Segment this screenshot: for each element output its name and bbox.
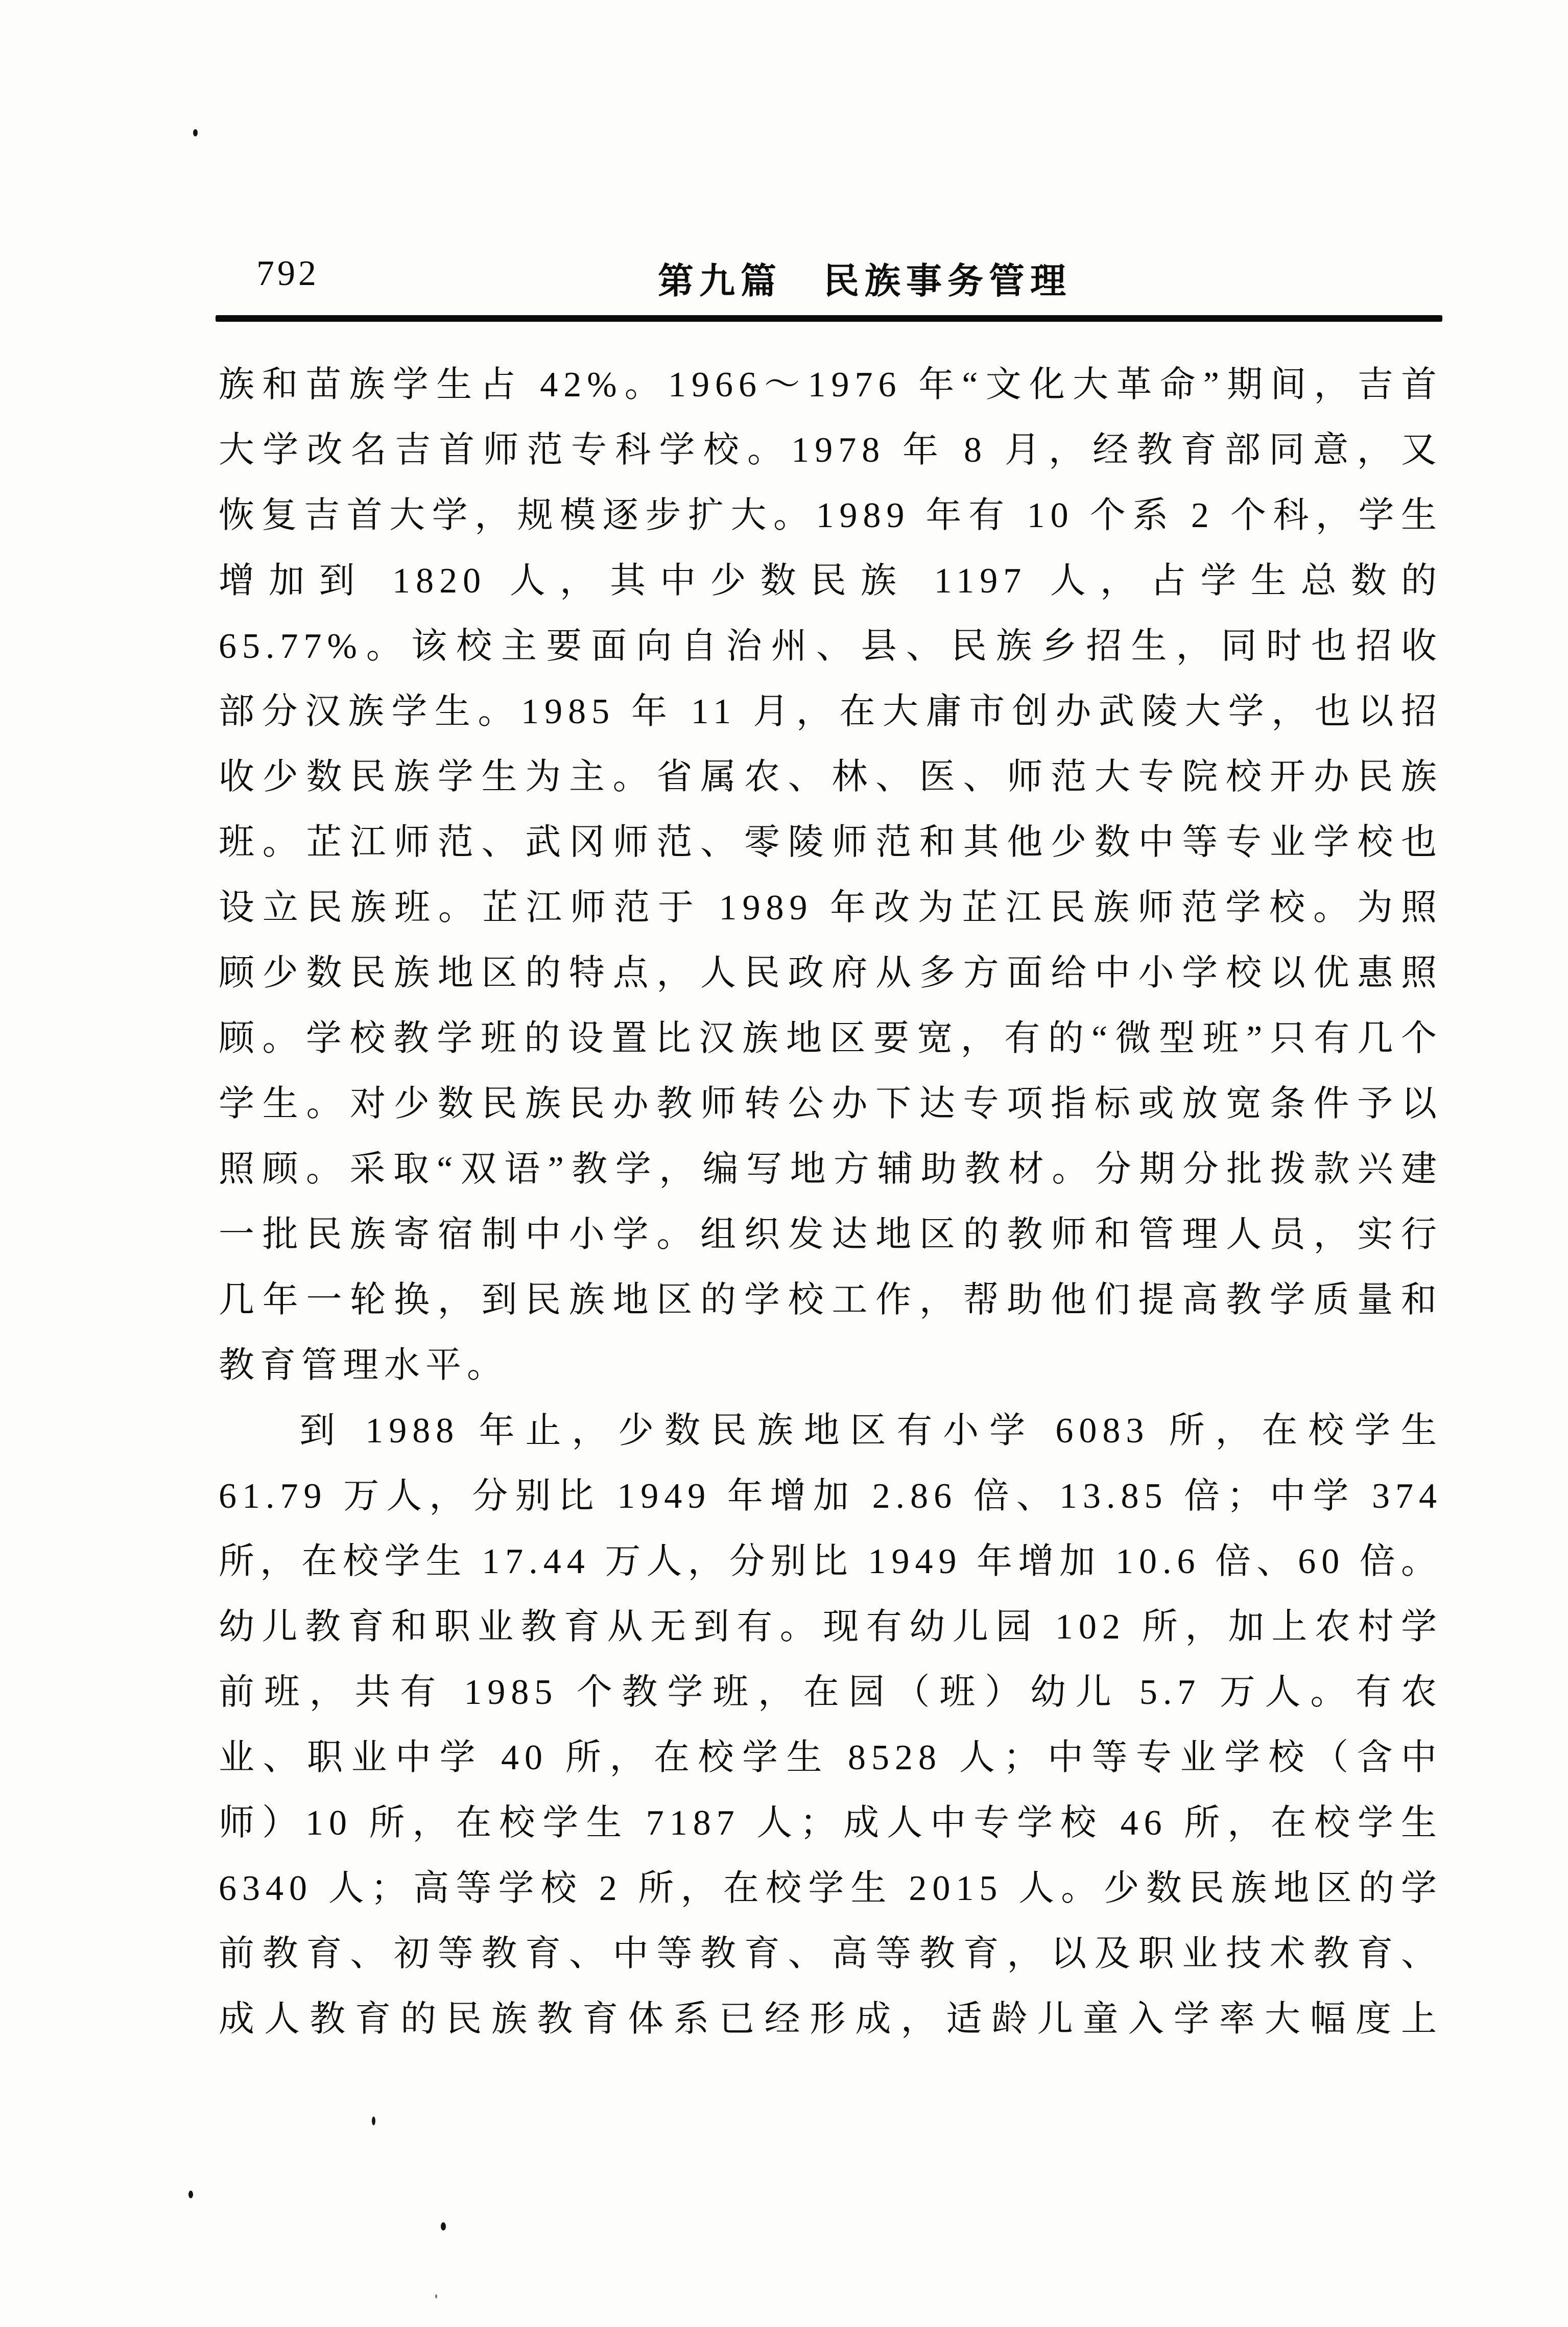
text-line: 61.79 万人，分别比 1949 年增加 2.86 倍、13.85 倍；中学 374 bbox=[219, 1477, 1442, 1516]
text-line: 照顾。采取“双语”教学，编写地方辅助教材。分期分批拨款兴建 bbox=[219, 1150, 1442, 1189]
text-line: 到 1988 年止，少数民族地区有小学 6083 所，在校学生 bbox=[299, 1411, 1442, 1451]
header-rule bbox=[216, 315, 1442, 322]
text-line: 所，在校学生 17.44 万人，分别比 1949 年增加 10.6 倍、60 倍。 bbox=[219, 1542, 1442, 1581]
text-line: 部分汉族学生。1985 年 11 月，在大庸市创办武陵大学，也以招 bbox=[219, 692, 1442, 731]
scan-speck bbox=[441, 2222, 446, 2230]
text-line: 教育管理水平。 bbox=[219, 1346, 508, 1385]
text-line: 65.77%。该校主要面向自治州、县、民族乡招生，同时也招收 bbox=[219, 627, 1442, 666]
text-line: 顾。学校教学班的设置比汉族地区要宽，有的“微型班”只有几个 bbox=[219, 1019, 1442, 1058]
scan-speck bbox=[435, 2294, 437, 2298]
text-line: 成人教育的民族教育体系已经形成，适龄儿童入学率大幅度上 bbox=[219, 2000, 1442, 2039]
scan-speck bbox=[188, 2191, 193, 2198]
scan-speck bbox=[372, 2117, 375, 2125]
text-line: 大学改名吉首师范专科学校。1978 年 8 月，经教育部同意，又 bbox=[219, 431, 1442, 470]
text-line: 业、职业中学 40 所，在校学生 8528 人；中等专业学校（含中 bbox=[219, 1738, 1442, 1777]
text-line: 幼儿教育和职业教育从无到有。现有幼儿园 102 所，加上农村学 bbox=[219, 1607, 1442, 1647]
text-line: 前班，共有 1985 个教学班，在园（班）幼儿 5.7 万人。有农 bbox=[219, 1673, 1442, 1712]
text-line: 增加到 1820 人，其中少数民族 1197 人，占学生总数的 bbox=[219, 561, 1442, 601]
text-line: 学生。对少数民族民办教师转公办下达专项指标或放宽条件予以 bbox=[219, 1084, 1442, 1124]
text-body bbox=[219, 352, 1442, 2052]
text-line: 设立民族班。芷江师范于 1989 年改为芷江民族师范学校。为照 bbox=[219, 888, 1442, 928]
text-line: 族和苗族学生占 42%。1966～1976 年“文化大革命”期间，吉首 bbox=[219, 365, 1442, 405]
text-line: 师）10 所，在校学生 7187 人；成人中专学校 46 所，在校学生 bbox=[219, 1803, 1442, 1843]
page-number: 792 bbox=[256, 254, 319, 293]
text-line: 班。芷江师范、武冈师范、零陵师范和其他少数中等专业学校也 bbox=[219, 823, 1442, 862]
text-line: 前教育、初等教育、中等教育、高等教育，以及职业技术教育、 bbox=[219, 1934, 1442, 1974]
text-line: 一批民族寄宿制中小学。组织发达地区的教师和管理人员，实行 bbox=[219, 1215, 1442, 1254]
text-line: 6340 人；高等学校 2 所，在校学生 2015 人。少数民族地区的学 bbox=[219, 1869, 1442, 1908]
scan-speck bbox=[193, 129, 198, 136]
text-line: 收少数民族学生为主。省属农、林、医、师范大专院校开办民族 bbox=[219, 757, 1442, 797]
text-line: 顾少数民族地区的特点，人民政府从多方面给中小学校以优惠照 bbox=[219, 954, 1442, 993]
text-line: 恢复吉首大学，规模逐步扩大。1989 年有 10 个系 2 个科，学生 bbox=[219, 496, 1442, 535]
text-line: 几年一轮换，到民族地区的学校工作，帮助他们提高教学质量和 bbox=[219, 1280, 1442, 1320]
chapter-title: 第九篇 民族事务管理 bbox=[658, 262, 1072, 301]
